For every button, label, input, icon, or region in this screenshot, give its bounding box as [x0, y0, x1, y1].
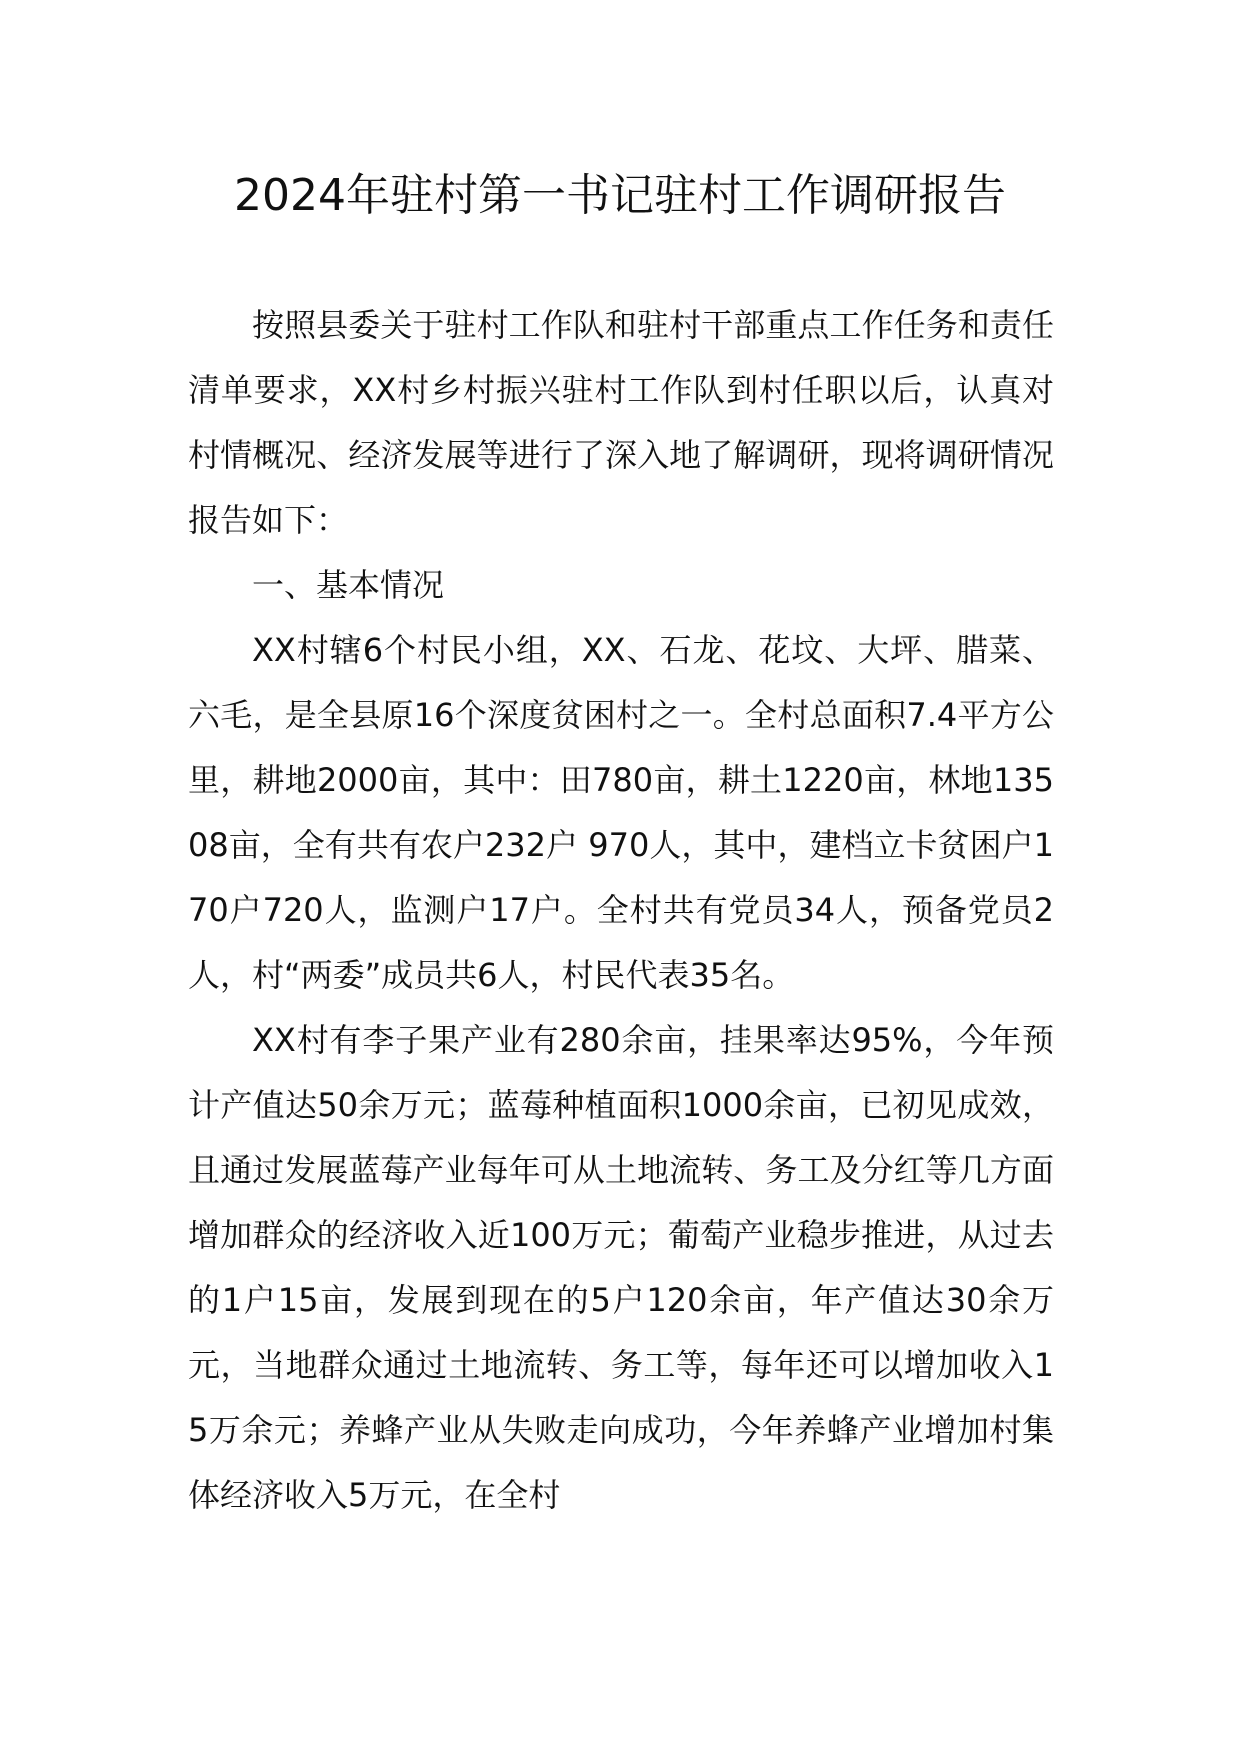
document-body — [188, 293, 1054, 1528]
intro-paragraph: 按照县委关于驻村工作队和驻村干部重点工作任务和责任清单要求，XX村乡村振兴驻村工作队到村任职以后，认真对村情概况、经济发展等进行了深入地了解调研，现将调研情况报告如下： — [188, 306, 1054, 539]
section-heading-basic-info: 一、基本情况 — [252, 566, 445, 604]
industry-paragraph: XX村有李子果产业有280余亩，挂果率达95%，今年预计产值达50余万元；蓝莓种植面积1000余亩，已初见成效，且通过发展蓝莓产业每年可从土地流转、务工及分红等几方面增加群众的经济收入近100万元；葡萄产业稳步推进，从过去的1户15亩，发展到现在的5户120余亩，年产值达30余万元，当地群众通过土地流转、务工等，每年还可以增加收入15万余元；养蜂产业从失败走向成功，今年养蜂产业增加村集体经济收入5万元，在全村 — [188, 1021, 1054, 1514]
village-overview-paragraph: XX村辖6个村民小组，XX、石龙、花坟、大坪、腊菜、六毛，是全县原16个深度贫困村之一。全村总面积7.4平方公里，耕地2000亩，其中：田780亩，耕土1220亩，林地13508亩，全有共有农户232户 970人，其中，建档立卡贫困户170户720人，监测户17户。全村共有党员34人，预备党员2人，村“两委”成员共6人，村民代表35名。 — [188, 631, 1054, 994]
document-title: 2024年驻村第一书记驻村工作调研报告 — [234, 170, 1006, 221]
